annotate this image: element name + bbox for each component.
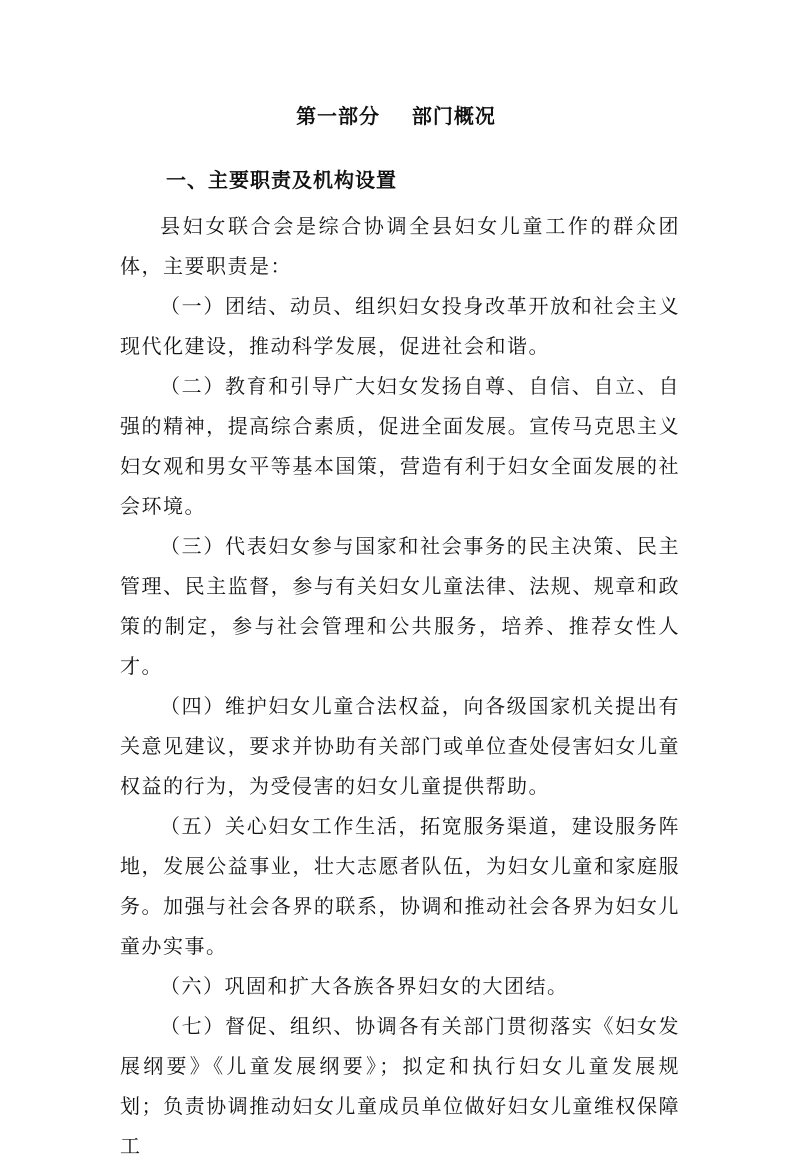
paragraph-duty-4: （四）维护妇女儿童合法权益，向各级国家机关提出有关意见建议，要求并协助有关部门或单位查处侵害妇女儿童权益的行为，为受侵害的妇女儿童提供帮助。 — [120, 694, 680, 798]
page-title: 第一部分 部门概况 — [296, 104, 496, 128]
paragraph-duty-6: （六）巩固和扩大各族各界妇女的大团结。 — [160, 974, 569, 998]
paragraph-duty-7: （七）督促、组织、协调各有关部门贯彻落实《妇女发展纲要》《儿童发展纲要》；拟定和执行妇女儿童发展规划；负责协调推动妇女儿童成员单位做好妇女儿童维权保障工 — [120, 1014, 680, 1158]
body-text — [120, 206, 680, 1166]
paragraph-duty-3: （三）代表妇女参与国家和社会事务的民主决策、民主管理、民主监督，参与有关妇女儿童法律、法规、规章和政策的制定，参与社会管理和公共服务，培养、推荐女性人才。 — [120, 534, 680, 678]
paragraph-duty-5: （五）关心妇女工作生活，拓宽服务渠道，建设服务阵地，发展公益事业，壮大志愿者队伍，为妇女儿童和家庭服务。加强与社会各界的联系，协调和推动社会各界为妇女儿童办实事。 — [120, 814, 680, 958]
paragraph-intro: 县妇女联合会是综合协调全县妇女儿童工作的群众团体，主要职责是： — [120, 214, 680, 278]
section-heading: 一、主要职责及机构设置 — [166, 168, 397, 192]
paragraph-duty-1: （一）团结、动员、组织妇女投身改革开放和社会主义现代化建设，推动科学发展，促进社会和谐。 — [120, 294, 680, 358]
paragraph-duty-2: （二）教育和引导广大妇女发扬自尊、自信、自立、自强的精神，提高综合素质，促进全面发展。宣传马克思主义妇女观和男女平等基本国策，营造有利于妇女全面发展的社会环境。 — [120, 374, 680, 518]
